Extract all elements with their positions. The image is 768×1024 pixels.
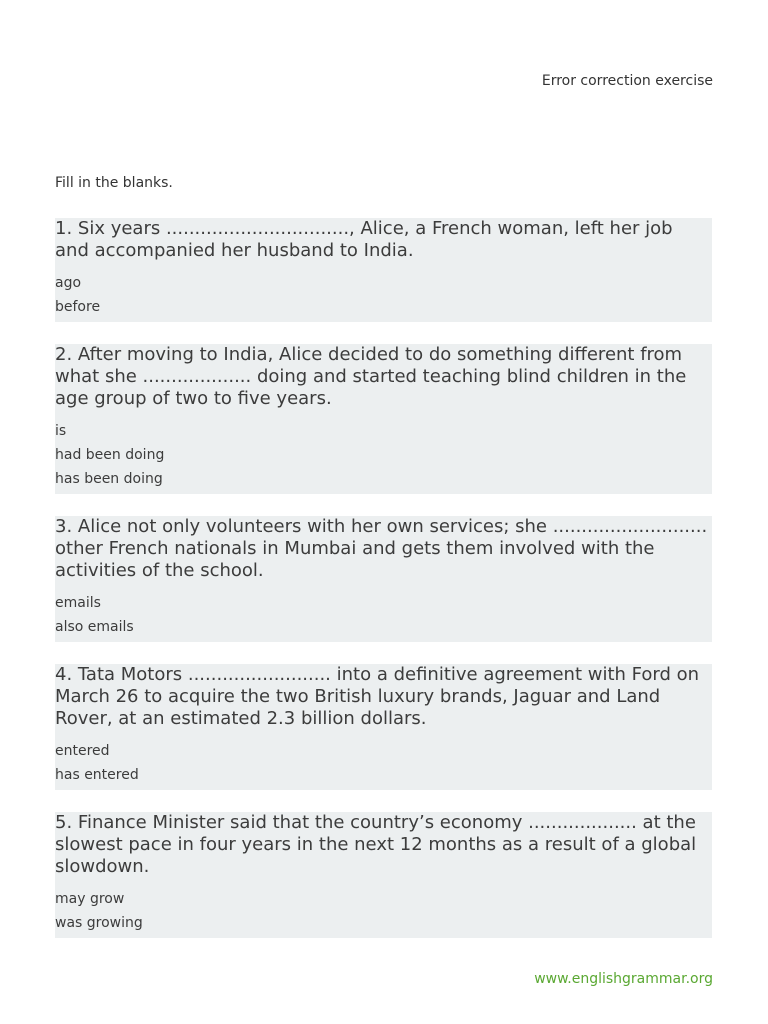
instructions: Fill in the blanks. (55, 175, 173, 191)
question-1 (55, 218, 712, 322)
answer-option: is (55, 423, 67, 439)
question-text: 1. Six years ................................, Alice, a French woman, left her job and accompanied her husband to India. (55, 218, 673, 261)
page-title: Error correction exercise (541, 73, 713, 89)
question-text: 4. Tata Motors ......................... into a definitive agreement with Ford on March 26 to acquire the two British luxury brands, Jaguar and Land Rover, at an estimated 2.3 billion dollars. (55, 664, 700, 729)
answer-option: may grow (55, 891, 125, 907)
footer-link[interactable]: www.englishgrammar.org (534, 971, 713, 987)
answer-option: entered (55, 743, 110, 759)
question-4 (55, 664, 712, 790)
answer-option: ago (55, 275, 82, 291)
question-2 (55, 344, 712, 494)
question-list (55, 218, 712, 960)
answer-option: also emails (55, 619, 134, 635)
answer-option: was growing (55, 915, 143, 931)
question-text: 5. Finance Minister said that the country’s economy ................... at the slowest pace in four years in the next 12 months as a result of a global slowdown. (55, 812, 697, 877)
answer-option: before (55, 299, 101, 315)
question-5 (55, 812, 712, 938)
question-text: 3. Alice not only volunteers with her own services; she ........................... other French nationals in Mumbai and gets them involved with the activities of the school. (55, 516, 708, 581)
answer-option: emails (55, 595, 101, 611)
question-text: 2. After moving to India, Alice decided to do something different from what she ................... doing and started teaching blind children in the age group of two to five years. (55, 344, 687, 409)
answer-option: had been doing (55, 447, 165, 463)
question-3 (55, 516, 712, 642)
answer-option: has entered (55, 767, 139, 783)
answer-option: has been doing (55, 471, 163, 487)
